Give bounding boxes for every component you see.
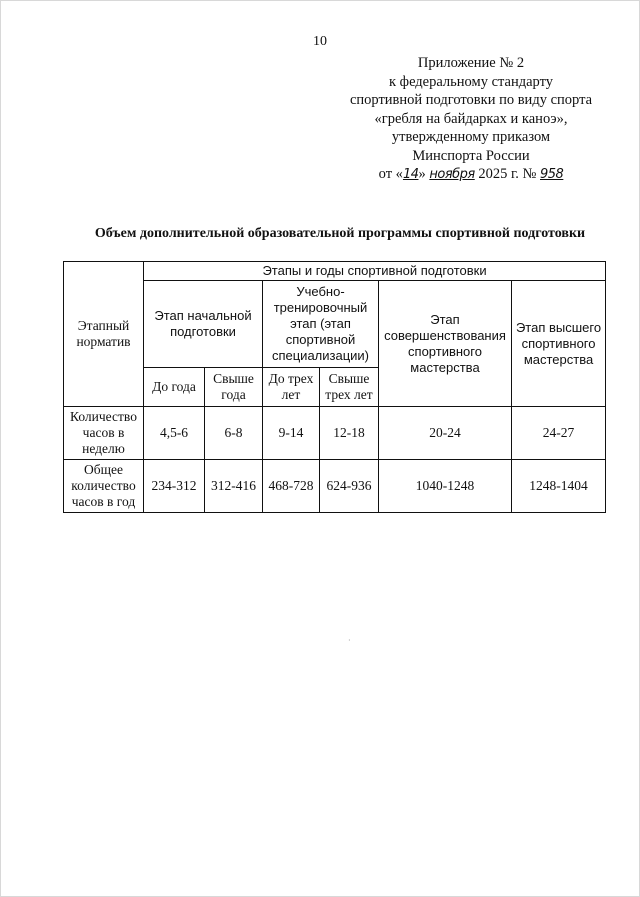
row-label-cell: Общее количество часов в год [64, 460, 144, 513]
appendix-block [340, 54, 602, 185]
value-cell: 624-936 [320, 460, 379, 513]
order-date-line [340, 165, 602, 185]
appendix-line: «гребля на байдарках и каноэ», [374, 110, 568, 127]
handwritten-month: ноября [429, 167, 475, 182]
value-cell: 9-14 [263, 407, 320, 460]
order-year: 2025 г. № [478, 166, 537, 182]
appendix-line: спортивной подготовки по виду спорта [349, 92, 593, 108]
handwritten-order-number: 958 [540, 167, 564, 182]
value-cell: 20-24 [379, 407, 512, 460]
value-cell: 12-18 [320, 407, 379, 460]
stage-header-initial: Этап начальной подготовки [144, 281, 263, 368]
stage-header-improvement: Этап совершенствования спортивного мастерства [379, 281, 512, 407]
value-cell: 6-8 [205, 407, 263, 460]
group-header-cell: Этапы и годы спортивной подготовки [144, 262, 606, 281]
value-cell: 1248-1404 [512, 460, 606, 513]
row-label-cell: Количество часов в неделю [64, 407, 144, 460]
stage-header-training: Учебно-тренировочный этап (этап спортивной специализации) [263, 281, 379, 368]
order-prefix: от « [378, 166, 403, 182]
training-volume-table [63, 261, 606, 513]
table-row [64, 407, 606, 460]
scan-speck: · [348, 636, 351, 645]
row-header-cell: Этапный норматив [64, 262, 144, 407]
value-cell: 24-27 [512, 407, 606, 460]
value-cell: 4,5-6 [144, 407, 205, 460]
value-cell: 312-416 [205, 460, 263, 513]
appendix-line: Приложение № 2 [417, 55, 525, 71]
subheader-cell: До года [144, 368, 205, 407]
appendix-line: утвержденному приказом [391, 129, 551, 145]
handwritten-day: 14 [402, 167, 419, 182]
page-number: 10 [313, 34, 327, 49]
subheader-cell: До трех лет [263, 368, 320, 407]
appendix-line: к федеральному стандарту [389, 73, 553, 90]
document-title: Объем дополнительной образовательной программы спортивной подготовки [94, 226, 586, 241]
subheader-cell: Свыше года [205, 368, 263, 407]
order-mid: » [418, 166, 430, 182]
stage-header-higher: Этап высшего спортивного мастерства [512, 281, 606, 407]
value-cell: 1040-1248 [379, 460, 512, 513]
value-cell: 468-728 [263, 460, 320, 513]
table-row [64, 460, 606, 513]
subheader-cell: Свыше трех лет [320, 368, 379, 407]
appendix-line: Минспорта России [412, 147, 530, 164]
value-cell: 234-312 [144, 460, 205, 513]
